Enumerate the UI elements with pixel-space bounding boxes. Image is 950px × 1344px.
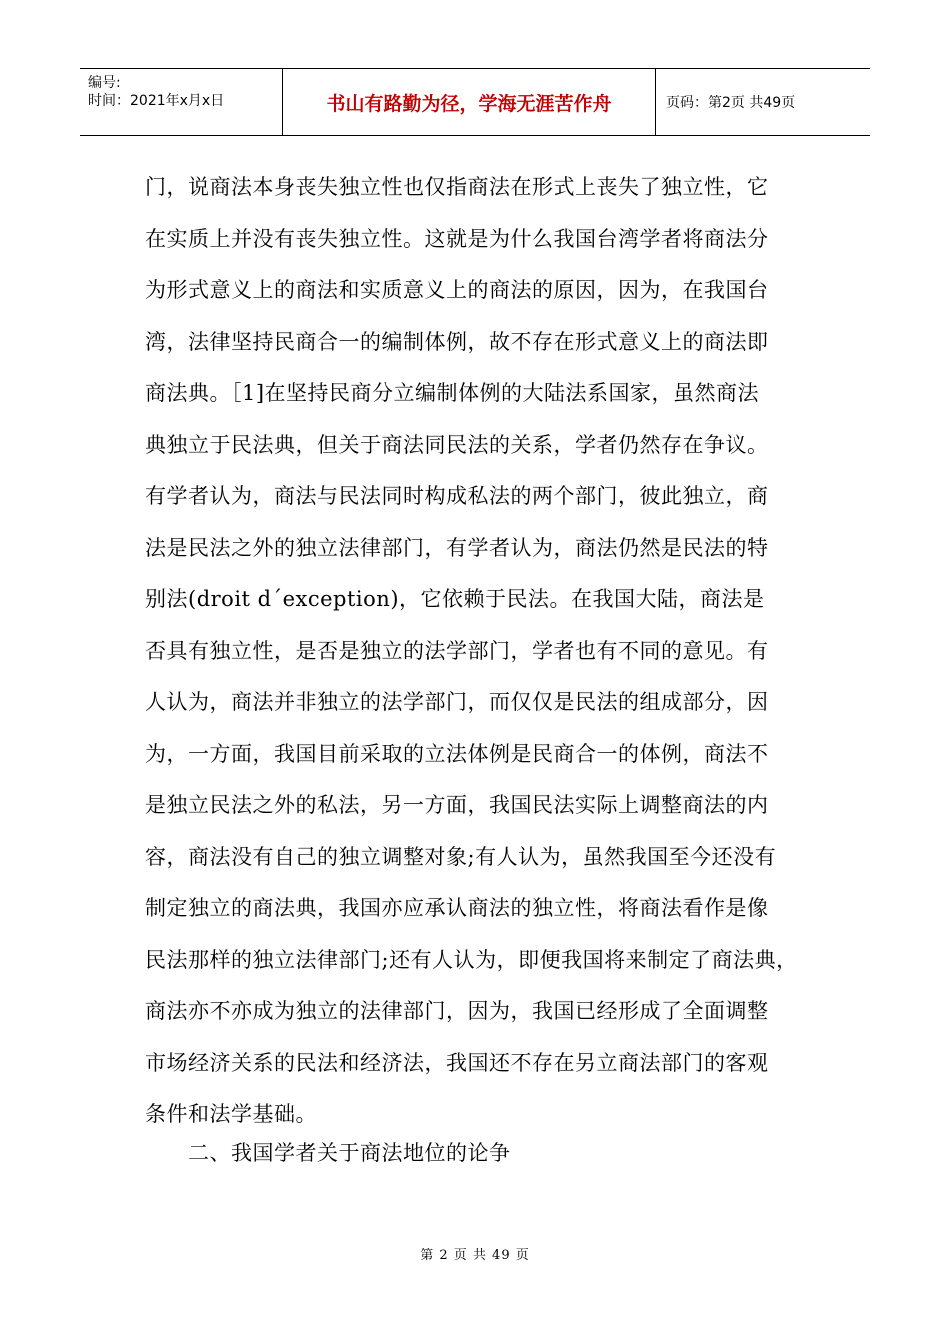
text-line: 商法典。［1]在坚持民商分立编制体例的大陆法系国家，虽然商法	[145, 381, 760, 405]
body-text	[145, 165, 835, 1144]
header-page-cell	[656, 69, 870, 135]
text-line: 市场经济关系的民法和经济法，我国还不存在另立商法部门的客观	[145, 1050, 769, 1075]
header-meta-cell	[80, 69, 283, 135]
text-line: 民法那样的独立法律部门;还有人认为，即便我国将来制定了商法典，	[145, 947, 798, 972]
text-line: 别法(droit d´exception)，它依赖于民法。在我国大陆，商法是	[145, 587, 765, 611]
text-line: 典独立于民法典，但关于商法同民法的关系，学者仍然存在争议。	[145, 432, 769, 457]
text-line: 在实质上并没有丧失独立性。这就是为什么我国台湾学者将商法分	[145, 226, 769, 251]
section-heading: 二、我国学者关于商法地位的论争	[188, 1141, 511, 1165]
text-line: 湾，法律坚持民商合一的编制体例，故不存在形式意义上的商法即	[145, 329, 769, 354]
text-line: 否具有独立性，是否是独立的法学部门，学者也有不同的意见。有	[145, 638, 769, 663]
text-line: 商法亦不亦成为独立的法律部门，因为，我国已经形成了全面调整	[145, 999, 769, 1023]
document-header	[80, 68, 870, 136]
text-line: 人认为，商法并非独立的法学部门，而仅仅是民法的组成部分，因	[145, 690, 769, 714]
page-info: 页码：第2页 共49页	[666, 95, 796, 111]
header-motto-cell	[283, 69, 656, 135]
text-line: 是独立民法之外的私法，另一方面，我国民法实际上调整商法的内	[145, 793, 769, 817]
text-line: 为形式意义上的商法和实质意义上的商法的原因，因为，在我国台	[145, 278, 769, 302]
text-line: 门，说商法本身丧失独立性也仅指商法在形式上丧失了独立性，它	[145, 175, 769, 199]
number-label: 编号:	[88, 75, 121, 91]
date-label: 时间：2021年x月x日	[88, 93, 225, 109]
text-line: 条件和法学基础。	[145, 1102, 317, 1126]
text-line: 法是民法之外的独立法律部门，有学者认为，商法仍然是民法的特	[145, 535, 769, 560]
text-line: 容，商法没有自己的独立调整对象;有人认为，虽然我国至今还没有	[145, 844, 777, 869]
text-line: 为，一方面，我国目前采取的立法体例是民商合一的体例，商法不	[145, 741, 769, 766]
text-line: 制定独立的商法典，我国亦应承认商法的独立性，将商法看作是像	[145, 896, 769, 920]
text-line: 有学者认为，商法与民法同时构成私法的两个部门，彼此独立，商	[145, 484, 769, 508]
page-footer: 第 2 页 共 49 页	[420, 1248, 530, 1263]
motto-text: 书山有路勤为径，学海无涯苦作舟	[326, 92, 612, 115]
